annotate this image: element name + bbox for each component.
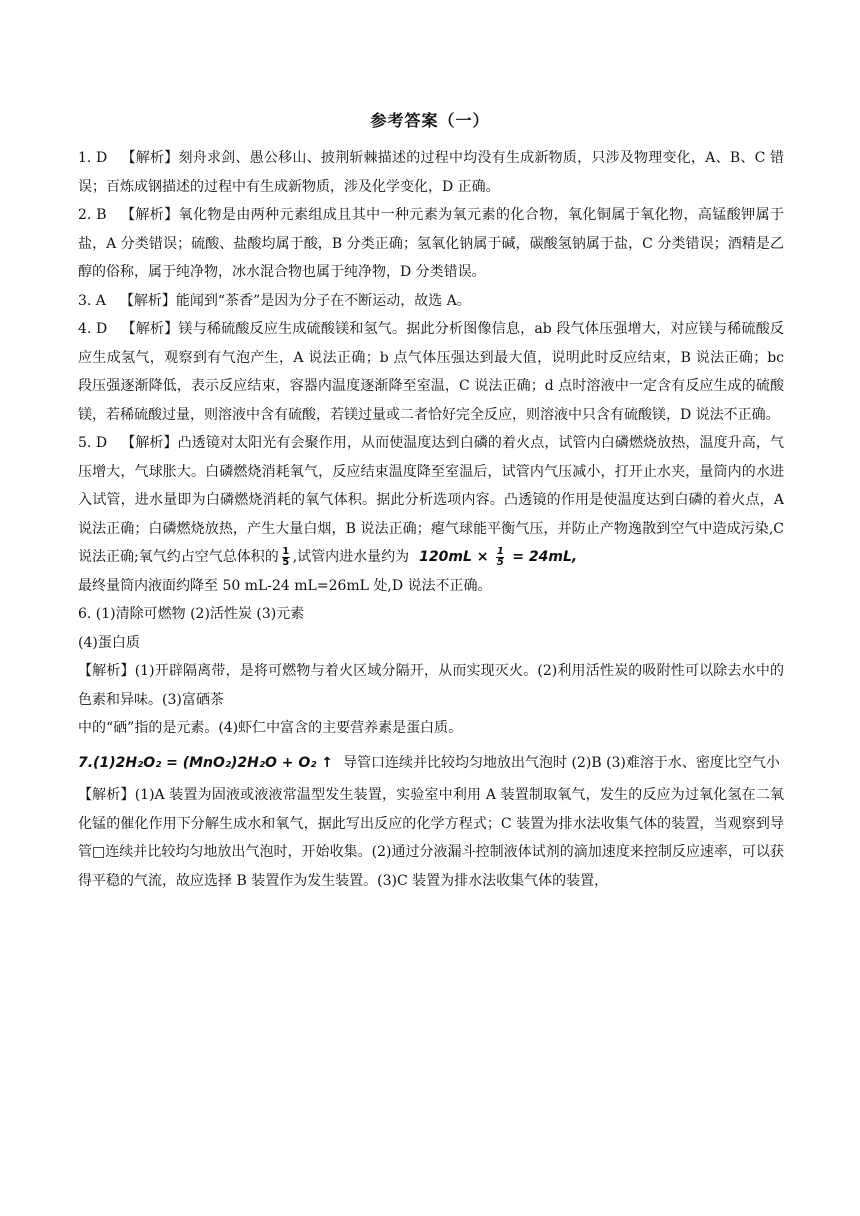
answer-5-mid: ,试管内进水量约为 bbox=[292, 549, 410, 565]
page-title: 参考答案（一） bbox=[370, 111, 490, 130]
answer-3-number: 3. A bbox=[78, 292, 106, 309]
answer-6-analysis-2: 中的“硒”指的是元素。(4)虾仁中富含的主要营养素是蛋白质。 bbox=[78, 720, 463, 736]
answer-2 bbox=[78, 201, 784, 287]
answer-7-rest: 导管口连续并比较均匀地放出气泡时 (2)B (3)难溶于水、密度比空气小 bbox=[343, 754, 780, 771]
answer-6-line-1: 6. (1)清除可燃物 (2)活性炭 (3)元素 bbox=[78, 606, 305, 622]
answer-3 bbox=[78, 287, 784, 316]
answer-4 bbox=[78, 315, 784, 429]
answer-5-text: 【解析】凸透镜对太阳光有会聚作用，从而使温度达到白磷的着火点，试管内白磷燃烧放热，温度升高，气压增大，气球胀大。白磷燃烧消耗氧气，反应结束温度降至室温后，试管内气压减小，打开止水夹，量筒内的水进入试管，进水量即为白磷燃烧消耗的氧气体积。据此分析选项内容。凸透镜的作用是使温度达到白磷的着火点，A 说法正确；白磷燃烧放热，产生大量白烟，B 说法正确；瘪气球能平衡气压，并防止产物逸散到空气中造成污染,C 说法正确;氧气约占空气总体积的 bbox=[78, 435, 784, 565]
answer-5 bbox=[78, 429, 784, 572]
answer-content bbox=[78, 144, 784, 895]
fraction-one-fifth: $\frac{1}{5}$ bbox=[282, 545, 290, 568]
answer-5-number: 5. D bbox=[78, 435, 108, 451]
answer-2-text: 【解析】氧化物是由两种元素组成且其中一种元素为氧元素的化合物，氧化铜属于氧化物，高锰酸钾属于盐，A 分类错误；硫酸、盐酸均属于酸，B 分类正确；氢氧化钠属于碱，碳酸氢钠属于盐，C 分类错误；酒精是乙醇的俗称，属于纯净物，冰水混合物也属于纯净物，D 分类错误。 bbox=[78, 207, 784, 280]
answer-4-text: 【解析】镁与稀硫酸反应生成硫酸镁和氢气。据此分析图像信息，ab 段气体压强增大，对应镁与稀硫酸反应生成氢气，观察到有气泡产生，A 说法正确；b 点气体压强达到最大值，说明此时反应结束，B 说法正确；bc 段压强逐渐降低，表示反应结束，容器内温度逐渐降至室温，C 说法正确；d 点时溶液中一定含有反应生成的硫酸镁，若稀硫酸过量，则溶液中含有硫酸，若镁过量或二者恰好完全反应，则溶液中只含有硫酸镁，D 说法不正确。 bbox=[78, 321, 784, 423]
answer-7 bbox=[78, 749, 784, 778]
answer-4-number: 4. D bbox=[78, 321, 108, 337]
answer-2-number: 2. B bbox=[78, 207, 107, 223]
fraction-one-fifth-calc: $\frac{1}{5}$ bbox=[496, 545, 504, 568]
answer-7-analysis: 【解析】(1)A 装置为固液或液液常温型发生装置，实验室中利用 A 装置制取氧气，发生的反应为过氧化氢在二氧化锰的催化作用下分解生成水和氧气，据此写出反应的化学方程式；C 装置为排水法收集气体的装置，当观察到导管□连续并比较均匀地放出气泡时，开始收集。(2)通过分液漏斗控制液体试剂的滴加速度来控制反应速率，可以获得平稳的气流，故应选择 B 装置作为发生装置。(3)C 装置为排水法收集气体的装置， bbox=[78, 787, 784, 889]
answer-6-line-2: (4)蛋白质 bbox=[78, 634, 140, 651]
answer-3-text: 【解析】能闻到“茶香”是因为分子在不断运动，故选 A。 bbox=[119, 292, 471, 309]
answer-5-tail: 最终量筒内液面约降至 50 mL-24 mL=26mL 处,D 说法不正确。 bbox=[78, 577, 492, 594]
answer-6-analysis-1: 【解析】(1)开辟隔离带，是将可燃物与着火区域分隔开，从而实现灭火。(2)利用活性炭的吸附性可以除去水中的色素和异味。(3)富硒茶 bbox=[78, 663, 784, 708]
answer-7-equation: 7.(1)2H₂O₂ = (MnO₂)2H₂O + O₂ ↑ bbox=[78, 754, 334, 771]
answer-1-text: 【解析】刻舟求剑、愚公移山、披荆斩棘描述的过程中均没有生成新物质，只涉及物理变化，A、B、C 错误；百炼成钢描述的过程中有生成新物质，涉及化学变化，D 正确。 bbox=[78, 150, 784, 195]
answer-1-number: 1. D bbox=[78, 150, 108, 166]
water-volume-calc: 120mL × $\frac{1}{5}$ = 24mL, bbox=[419, 545, 578, 568]
answer-1 bbox=[78, 144, 784, 201]
